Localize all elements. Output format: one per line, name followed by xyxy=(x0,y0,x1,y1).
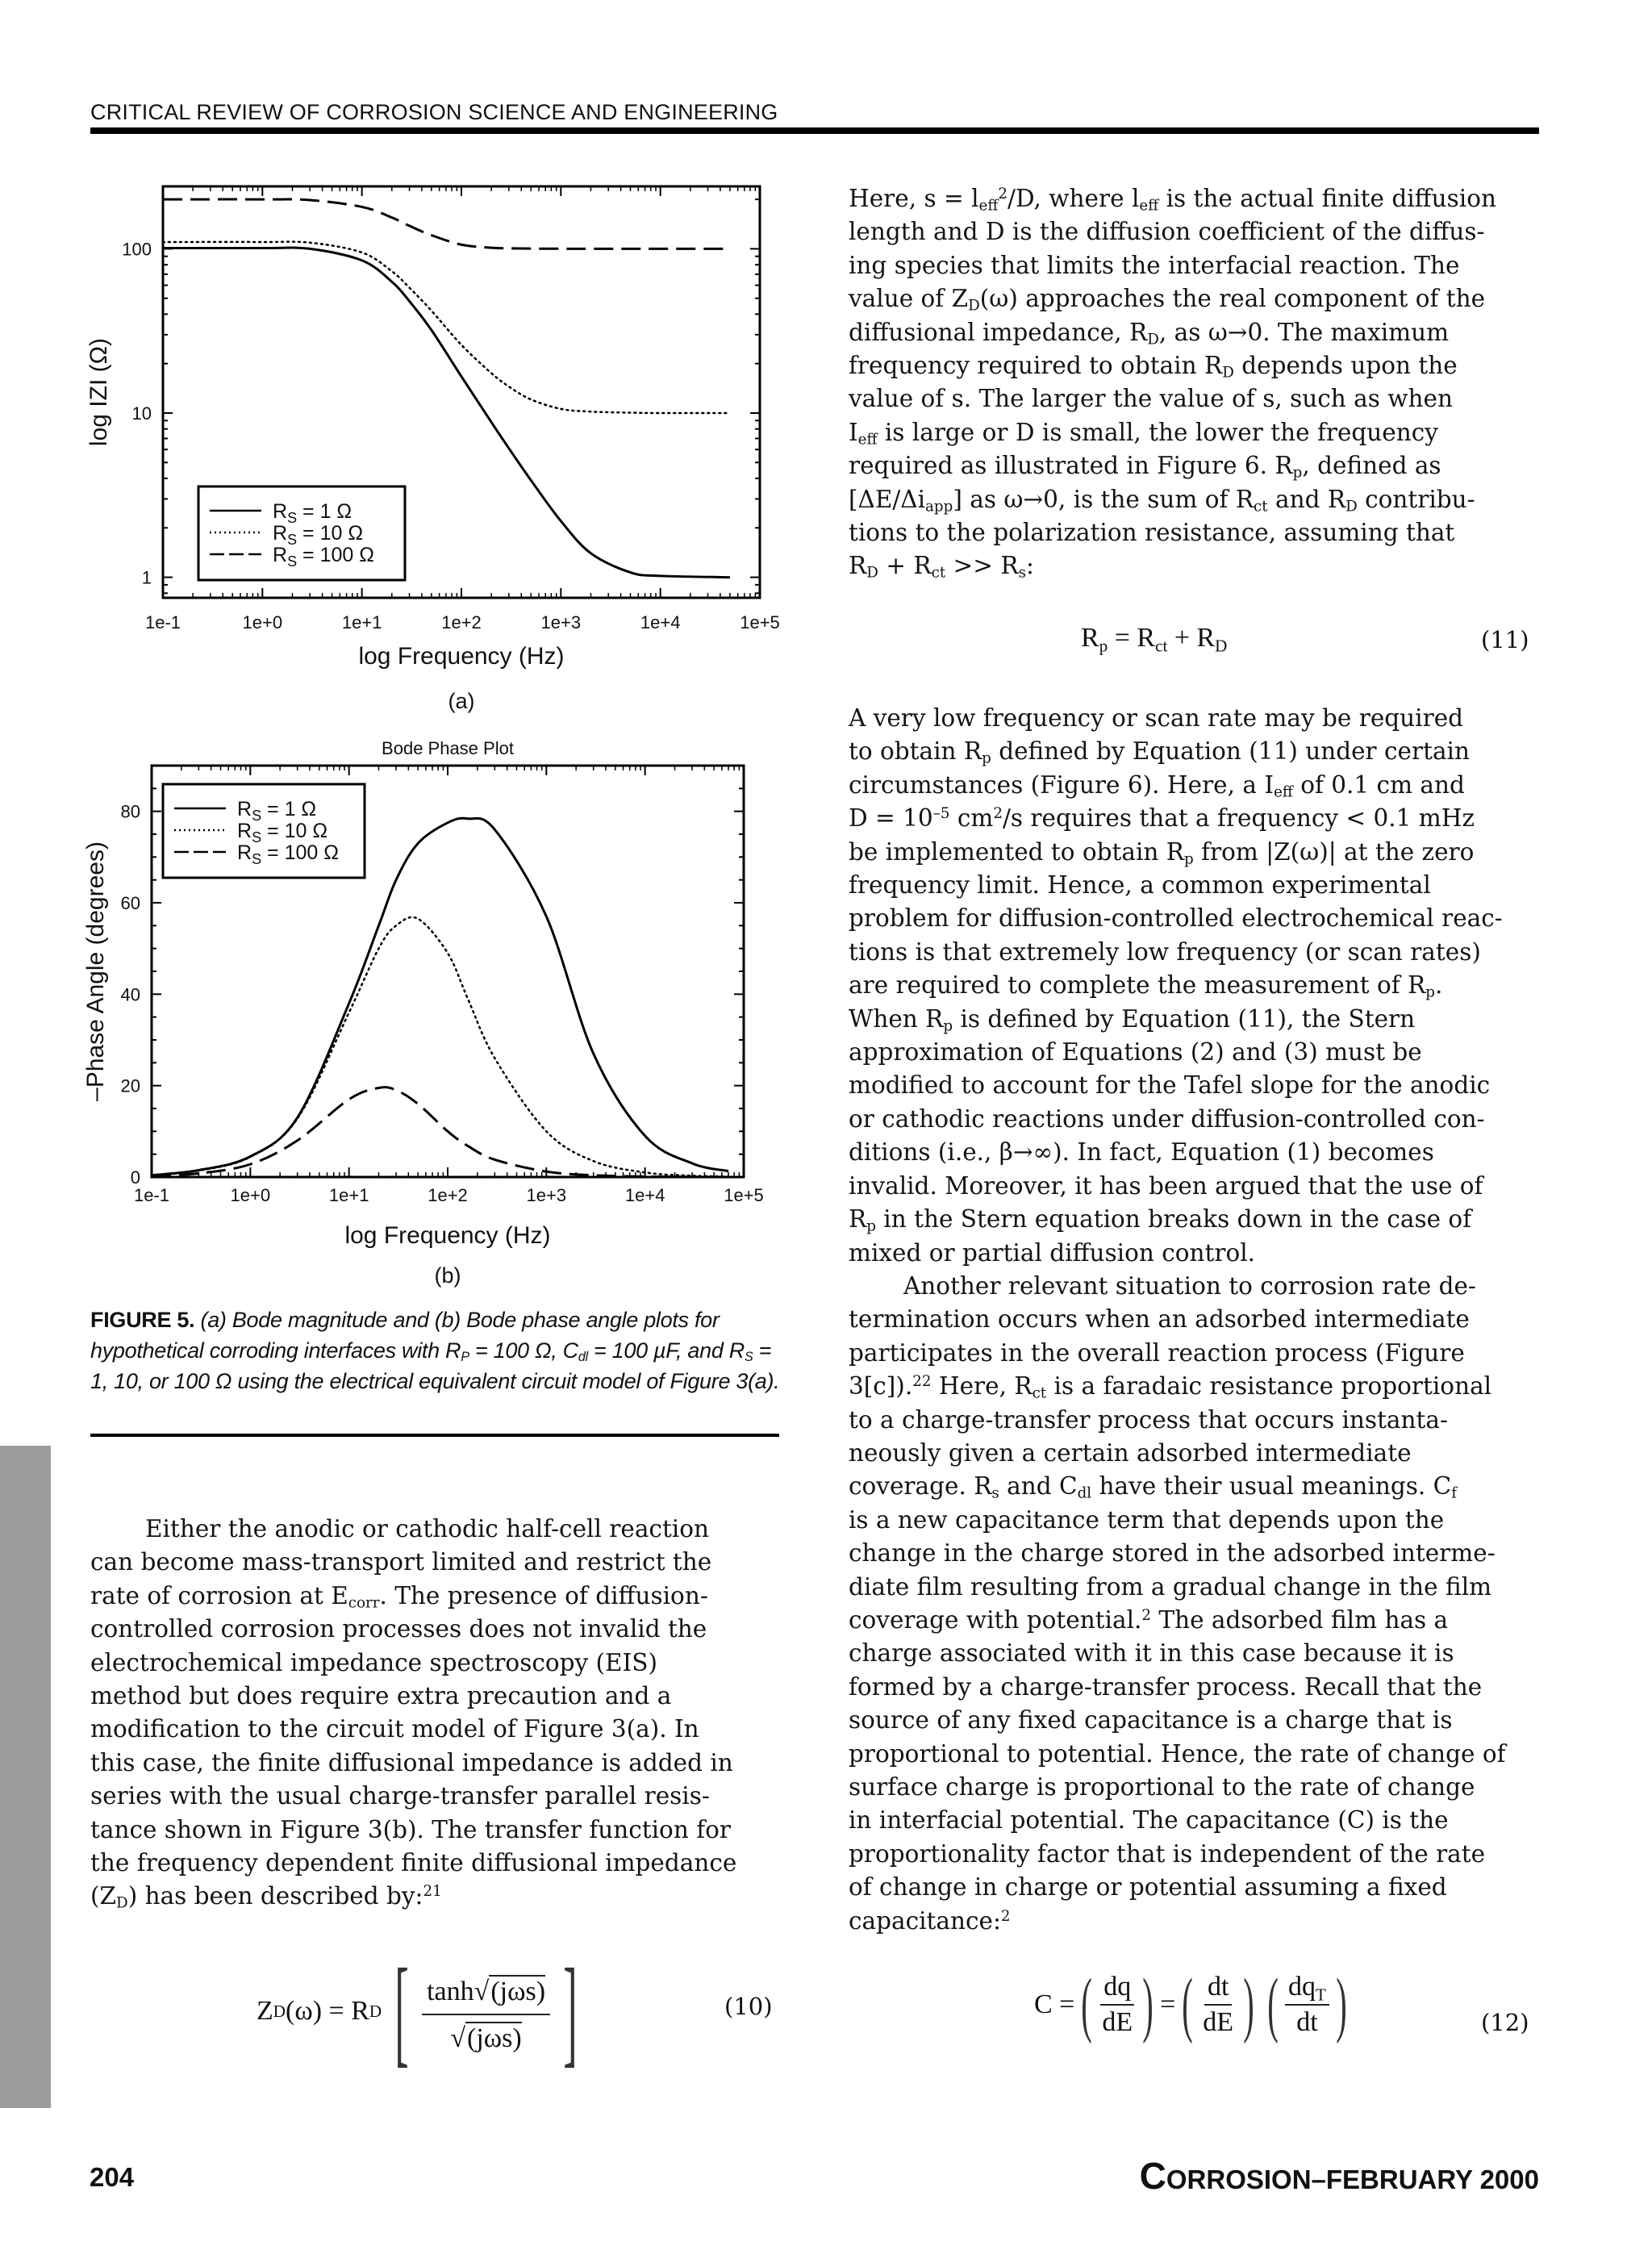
equation-10-number: (10) xyxy=(724,1993,773,2020)
text-line: be implemented to obtain $R_p$ from |Z(ω)| at the zero xyxy=(849,837,1475,868)
right-column-text-2 xyxy=(849,702,1542,1938)
chart-title: Bode Phase Plot xyxy=(382,738,514,758)
text-line: rate of corrosion at $E_{corr}$. The presence of diffusion- xyxy=(90,1581,708,1612)
text-line: controlled corrosion processes does not invalid the xyxy=(90,1615,707,1643)
text-line: $I_{eff}$ is large or D is small, the lower the frequency xyxy=(849,418,1438,449)
x-tick-label: 1e-1 xyxy=(144,612,181,632)
text-line: value of $Z_D(\omega)$ approaches the real component of the xyxy=(849,285,1486,315)
x-tick-label: 1e+5 xyxy=(724,1185,764,1205)
text-line: are required to complete the measurement of $R_p$. xyxy=(849,971,1443,1001)
right-column-text-1 xyxy=(849,182,1542,583)
y-tick-label: 1 xyxy=(141,567,152,588)
left-column-text xyxy=(90,1513,784,1914)
x-tick-label: 1e+5 xyxy=(740,612,780,632)
y-tick-label: 20 xyxy=(120,1075,140,1096)
text-line: ing species that limits the interfacial reaction. The xyxy=(849,251,1460,279)
x-tick-label: 1e-1 xyxy=(133,1185,170,1205)
y-tick-label: 10 xyxy=(131,403,152,424)
equation-12-number: (12) xyxy=(1481,2009,1529,2036)
left-bracket: [ xyxy=(394,1944,409,2078)
text-line: to obtain $R_p$ defined by Equation (11) under certain xyxy=(849,737,1470,767)
text-line: frequency limit. Hence, a common experimental xyxy=(849,871,1431,900)
text-line: source of any fixed capacitance is a charge that is xyxy=(849,1706,1453,1735)
y-tick-label: 0 xyxy=(130,1167,140,1188)
chart-legend xyxy=(198,486,405,580)
text-line: method but does require extra precaution and a xyxy=(90,1682,672,1710)
text-line: tance shown in Figure 3(b). The transfer function for xyxy=(90,1815,731,1843)
text-line: modification to the circuit model of Figure 3(a). In xyxy=(90,1715,699,1743)
text-line: coverage. $R_s$ and $C_{dl}$ have their usual meanings. $C_f$ xyxy=(849,1472,1457,1502)
legend-label: $R_S = 100$ Ω xyxy=(273,544,374,570)
side-tab xyxy=(0,1446,51,2108)
text-line: the frequency dependent finite diffusional impedance xyxy=(90,1849,737,1877)
y-tick-label: 40 xyxy=(120,984,140,1005)
text-line: ditions (i.e., β→∞). In fact, Equation (1) becomes xyxy=(849,1138,1434,1167)
x-tick-label: 1e+4 xyxy=(624,1185,665,1205)
text-line: tions to the polarization resistance, assuming that xyxy=(849,519,1455,547)
text-line: $(Z_D)$ has been described by:$^{21}$ xyxy=(90,1882,442,1913)
equation-11: $R_p = R_{ct} + R_D$ xyxy=(1081,623,1228,656)
text-line: tions is that extremely low frequency (or scan rates) xyxy=(849,937,1481,966)
equation-10: Z D (ω) = R D [ $\frac{\text{tanh√(jωs)}}{\text{√(jωs)}}$ ] xyxy=(257,1944,578,2078)
right-bracket: ] xyxy=(563,1944,578,2078)
equation-11-number: (11) xyxy=(1481,626,1529,653)
running-head: CRITICAL REVIEW OF CORROSION SCIENCE AND ENGINEERING xyxy=(90,100,778,124)
text-line: series with the usual charge-transfer parallel resis- xyxy=(90,1782,710,1810)
x-tick-label: 1e+2 xyxy=(428,1185,468,1205)
text-line: in interfacial potential. The capacitance (C) is the xyxy=(849,1806,1449,1835)
journal-footer: CORROSION–FEBRUARY 2000 xyxy=(1139,2155,1539,2197)
x-axis-label: log Frequency (Hz) xyxy=(358,643,565,670)
text-line: problem for diffusion-controlled electrochemical reac- xyxy=(849,904,1503,933)
y-tick-label: 60 xyxy=(120,893,140,913)
text-line: termination occurs when an adsorbed intermediate xyxy=(849,1305,1470,1334)
figure-caption: FIGURE 5. (a) Bode magnitude and (b) Bode phase angle plots for hypothetical corroding interfaces with $R_P = 100$ Ω, $C_{dl} = 100$ µF, and $R_S = 1$, 10, or 100 Ω using the electrical equivalent circuit model of Figure 3(a). xyxy=(90,1308,780,1393)
text-line: modified to account for the Tafel slope for the anodic xyxy=(849,1071,1491,1100)
x-tick-label: 1e+1 xyxy=(328,1185,369,1205)
legend-label: $R_S = 100$ Ω xyxy=(237,841,339,867)
text-line: Here, $s = l_{eff}^2/D$, where $l_{eff}$ is the actual finite diffusion xyxy=(849,185,1496,215)
text-line: frequency required to obtain $R_D$ depends upon the xyxy=(849,352,1458,382)
text-line: proportional to potential. Hence, the rate of change of xyxy=(849,1739,1506,1768)
text-line: is a new capacitance term that depends upon the xyxy=(849,1505,1445,1534)
y-axis-label: –Phase Angle (degrees) xyxy=(82,841,109,1101)
page-number: 204 xyxy=(90,2162,135,2192)
text-line: change in the charge stored in the adsorbed interme- xyxy=(849,1539,1496,1568)
text-line: diate film resulting from a gradual change in the film xyxy=(849,1572,1492,1601)
text-line: participates in the overall reaction process (Figure xyxy=(849,1338,1465,1367)
legend-label: $R_S = 1$ Ω xyxy=(273,500,353,526)
text-line: this case, the finite diffusional impedance is added in xyxy=(90,1748,733,1776)
text-line: coverage with potential.$^2$ The adsorbed film has a xyxy=(849,1605,1449,1634)
text-line: value of s. The larger the value of s, such as when xyxy=(849,385,1453,413)
caption-rule xyxy=(90,1434,779,1437)
legend-label: $R_S = 1$ Ω xyxy=(237,798,317,824)
x-tick-label: 1e+3 xyxy=(526,1185,567,1205)
x-tick-label: 1e+4 xyxy=(640,612,681,632)
text-line: A very low frequency or scan rate may be required xyxy=(849,704,1464,732)
text-line: $R_p$ in the Stern equation breaks down in the case of xyxy=(849,1205,1472,1235)
legend-label: $R_S = 10$ Ω xyxy=(273,522,364,548)
panel-label: (b) xyxy=(434,1263,461,1288)
text-line: circumstances (Figure 6). Here, a $I_{eff}$ of 0.1 cm and xyxy=(849,770,1465,801)
y-tick-label: 100 xyxy=(122,239,152,260)
series-line-dotted xyxy=(163,242,730,413)
text-line: diffusional impedance, $R_D$, as ω→0. The maximum xyxy=(849,318,1450,349)
y-axis-label: log IZI (Ω) xyxy=(86,337,112,447)
x-tick-label: 1e+1 xyxy=(341,612,382,632)
text-line: $R_D + R_{ct} >> R_s$: xyxy=(849,552,1034,582)
text-line: formed by a charge-transfer process. Recall that the xyxy=(849,1672,1483,1701)
text-line: invalid. Moreover, it has been argued that the use of xyxy=(849,1171,1483,1200)
figure-5-charts xyxy=(0,0,807,1291)
text-line: of change in charge or potential assuming a fixed xyxy=(849,1873,1447,1902)
bode-magnitude-chart xyxy=(86,186,780,713)
text-line: approximation of Equations (2) and (3) must be xyxy=(849,1038,1422,1067)
text-line: capacitance:$^2$ xyxy=(849,1906,1011,1935)
text-line: $D = 10^{-5}$ $cm^2/s$ requires that a frequency < 0.1 mHz xyxy=(849,804,1475,833)
text-line: electrochemical impedance spectroscopy (EIS) xyxy=(90,1648,657,1676)
text-line: 3[c]).$^{22}$ Here, $R_{ct}$ is a faradaic resistance proportional xyxy=(849,1372,1492,1402)
text-line: Either the anodic or cathodic half-cell reaction xyxy=(145,1515,709,1543)
text-line: mixed or partial diffusion control. xyxy=(849,1238,1256,1267)
x-axis-label: log Frequency (Hz) xyxy=(344,1222,551,1249)
text-line: to a charge-transfer process that occurs instanta- xyxy=(849,1405,1448,1434)
x-tick-label: 1e+2 xyxy=(441,612,482,632)
panel-label: (a) xyxy=(448,689,475,713)
text-line: proportionality factor that is independent of the rate xyxy=(849,1839,1486,1868)
text-line: neously given a certain adsorbed intermediate xyxy=(849,1438,1412,1467)
text-line: required as illustrated in Figure 6. $R_p$, defined as xyxy=(849,452,1441,482)
text-line: can become mass-transport limited and restrict the xyxy=(90,1548,712,1576)
legend-label: $R_S = 10$ Ω xyxy=(237,820,328,845)
text-line: surface charge is proportional to the rate of change xyxy=(849,1773,1475,1801)
chart-legend xyxy=(163,784,365,878)
text-line: $[\Delta E/\Delta i_{app}]$ as ω→0, is the sum of $R_{ct}$ and $R_D$ contribu- xyxy=(849,485,1475,516)
x-tick-label: 1e+3 xyxy=(540,612,582,632)
text-line: Another relevant situation to corrosion rate de- xyxy=(903,1271,1476,1300)
x-tick-label: 1e+0 xyxy=(242,612,283,632)
series-line-dotted xyxy=(152,917,728,1177)
text-line: charge associated with it in this case because it is xyxy=(849,1639,1454,1668)
equation-12: C = ( $\frac{dq}{dE}$ ) = ( $\frac{dt}{dE}$ ) ( $\frac{dq_T}{dt}$ ) xyxy=(1034,1964,1347,2044)
y-tick-label: 80 xyxy=(120,801,140,822)
text-line: length and D is the diffusion coefficient of the diffus- xyxy=(849,218,1485,246)
x-tick-label: 1e+0 xyxy=(230,1185,271,1205)
bode-phase-chart xyxy=(82,738,764,1288)
text-line: When $R_p$ is defined by Equation (11), the Stern xyxy=(849,1004,1416,1035)
text-line: or cathodic reactions under diffusion-controlled con- xyxy=(849,1104,1485,1133)
caption-label: FIGURE 5. xyxy=(90,1308,195,1332)
